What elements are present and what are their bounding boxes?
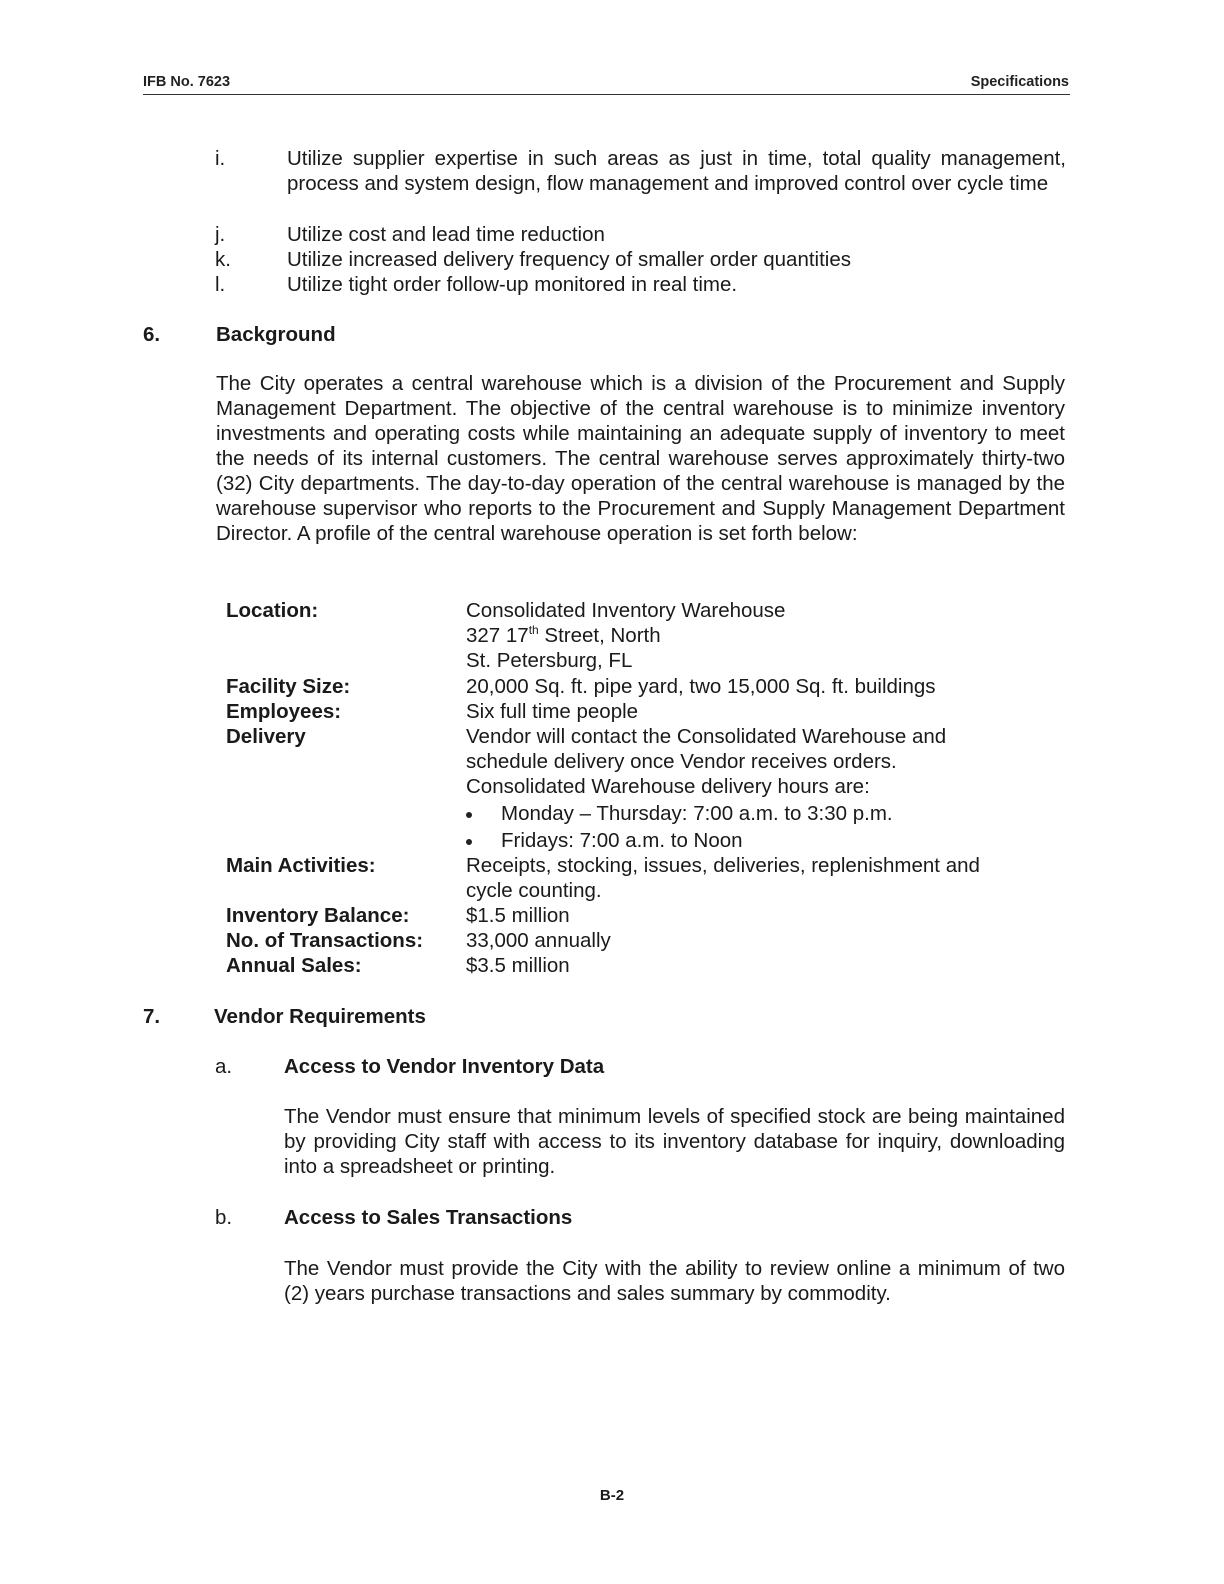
profile-label: Main Activities: — [226, 854, 376, 877]
header-section-title: Specifications — [970, 74, 1069, 90]
page-number: B-2 — [599, 1487, 625, 1504]
list-item-text: Utilize increased delivery frequency of smaller order quantities — [287, 248, 852, 271]
subsection-title: Access to Vendor Inventory Data — [284, 1055, 605, 1078]
bullet-text: Monday – Thursday: 7:00 a.m. to 3:30 p.m. — [501, 802, 893, 825]
profile-label: Inventory Balance: — [226, 904, 410, 927]
list-item-label: k. — [215, 248, 231, 271]
profile-label: Annual Sales: — [226, 954, 362, 977]
list-item-label: i. — [215, 147, 226, 170]
profile-value: Vendor will contact the Consolidated Warehouse and schedule delivery once Vendor receives orders. — [466, 725, 947, 773]
list-item-text: Utilize supplier expertise in such areas as just in time, total quality management, process and system design, flow management and improved control over cycle time — [287, 147, 1066, 195]
list-item-text: Utilize tight order follow-up monitored in real time. — [287, 273, 738, 296]
subsection-paragraph: The Vendor must ensure that minimum levels of specified stock are being maintained by providing City staff with access to its inventory database for inquiry, downloading into a spreadsheet or printing. — [284, 1105, 1065, 1178]
address-number: 327 17 — [466, 624, 529, 647]
section-title: Background — [216, 323, 336, 346]
section-number: 6. — [143, 323, 161, 346]
profile-label: Location: — [226, 599, 319, 622]
background-paragraph: The City operates a central warehouse which is a division of the Procurement and Supply Management Department. The objective of the central warehouse is to minimize inventory investments and operating costs while maintaining an adequate supply of inventory to meet the needs of its internal customers. The central warehouse serves approximately thirty-two (32) City departments. The day-to-day operation of the central warehouse is managed by the warehouse supervisor who reports to the Procurement and Supply Management Department Director. A profile of the central warehouse operation is set forth below: — [216, 372, 1065, 545]
profile-label: No. of Transactions: — [226, 929, 424, 952]
subsection-label: a. — [215, 1055, 233, 1078]
profile-value: Consolidated Warehouse delivery hours are: — [466, 775, 870, 798]
section-title: Vendor Requirements — [214, 1005, 426, 1028]
subsection-paragraph: The Vendor must provide the City with the ability to review online a minimum of two (2) years purchase transactions and sales summary by commodity. — [284, 1257, 1065, 1305]
header-divider — [143, 94, 1070, 95]
section-number: 7. — [143, 1005, 161, 1028]
bullet-text: Fridays: 7:00 a.m. to Noon — [501, 829, 743, 852]
profile-value: Six full time people — [466, 700, 639, 723]
bullet-icon — [466, 812, 472, 818]
profile-label: Facility Size: — [226, 675, 351, 698]
address-street: Street, North — [538, 624, 661, 647]
profile-value: Receipts, stocking, issues, deliveries, replenishment and cycle counting. — [466, 854, 980, 902]
subsection-label: b. — [215, 1206, 233, 1229]
profile-value: $1.5 million — [466, 904, 570, 927]
ordinal-suffix: th — [528, 623, 539, 638]
list-item-label: l. — [215, 273, 226, 296]
list-item-text: Utilize cost and lead time reduction — [287, 223, 605, 246]
profile-value: 33,000 annually — [466, 929, 611, 952]
subsection-title: Access to Sales Transactions — [284, 1206, 573, 1229]
profile-label: Employees: — [226, 700, 342, 723]
header-ifb-number: IFB No. 7623 — [143, 74, 231, 90]
location-line-3: St. Petersburg, FL — [466, 649, 633, 672]
location-line-1: Consolidated Inventory Warehouse — [466, 599, 786, 622]
profile-value — [466, 598, 1066, 673]
location-line-2 — [466, 624, 661, 647]
profile-value: $3.5 million — [466, 954, 570, 977]
bullet-icon — [466, 839, 472, 845]
profile-value: 20,000 Sq. ft. pipe yard, two 15,000 Sq. ft. buildings — [466, 675, 936, 698]
list-item-label: j. — [215, 223, 226, 246]
profile-label: Delivery — [226, 725, 306, 748]
